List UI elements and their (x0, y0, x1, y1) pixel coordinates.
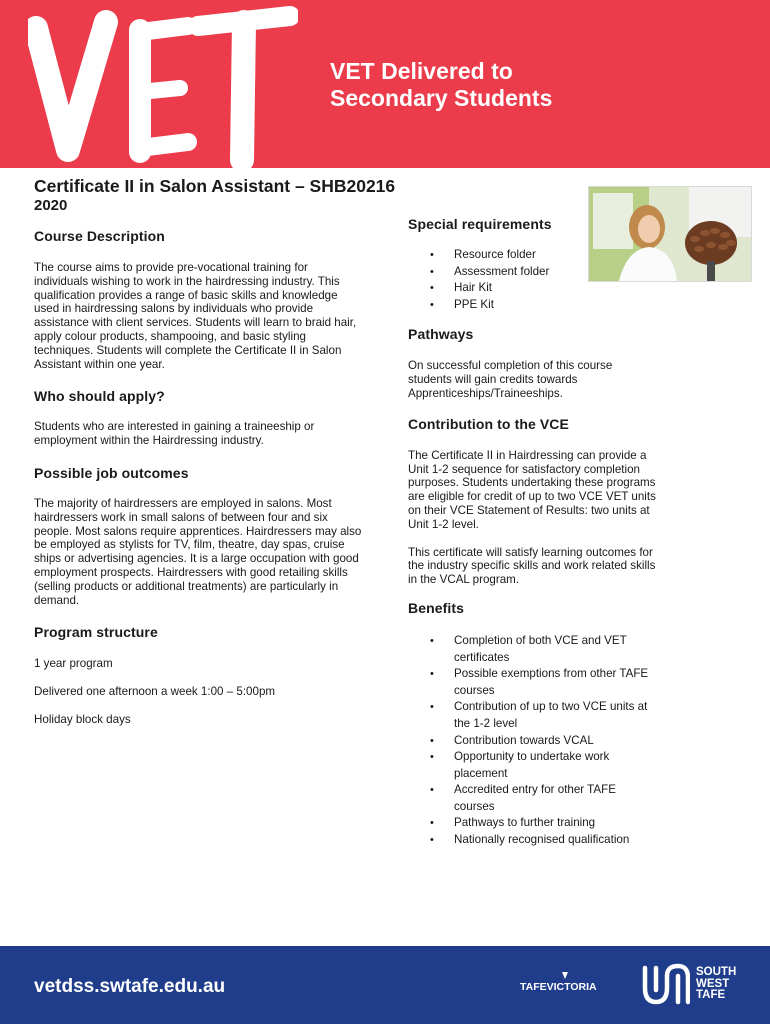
pathways-heading: Pathways (408, 326, 474, 343)
left-column (34, 228, 364, 727)
who-should-apply-text: Students who are interested in gaining a traineeship or employment within the Hairdressing industry. (34, 420, 315, 448)
special-requirements-heading: Special requirements (408, 216, 552, 232)
pathways-text: On successful completion of this course students will gain credits towards Apprenticeships/Traineeships. (408, 359, 613, 400)
header-banner (0, 0, 770, 168)
vce-text-1: The Certificate II in Hairdressing can provide a Unit 1-2 sequence for satisfactory completion purposes. Students undertaking these programs are eligible for credit of up to two VCE VET units on their VCE Statement of Results: two units at Unit 1-2 level. (408, 448, 656, 531)
vce-text-2: This certificate will satisfy learning outcomes for the industry specific skills and work related skills in the VCAL program. (408, 545, 656, 587)
list-item: • Resource folder (408, 247, 658, 264)
sw-line1: SOUTH (696, 966, 737, 978)
footer-website-link[interactable]: vetdss.swtafe.edu.au (34, 976, 226, 997)
list-item: • Opportunity to undertake work placement (408, 749, 658, 782)
list-item: • Hair Kit (408, 280, 658, 297)
header-title (330, 58, 552, 112)
list-item: • PPE Kit (408, 297, 658, 314)
list-item: • Assessment folder (408, 264, 658, 281)
course-description-text: The course aims to provide pre-vocational training for individuals wishing to work in the hairdressing industry. This qualification provides a range of basic skills and knowledge used in hairdressing salons by individuals who provide assistance with client services. Students will learn to braid hair, apply colour products, shampooing, and basic styling techniques. Students will complete the Certificate II in Salon Assistant within one year. (34, 261, 357, 371)
special-requirements-list (408, 247, 658, 313)
south-west-tafe-logo-icon (640, 962, 690, 1008)
list-item: • Contribution of up to two VCE units at the 1-2 level (408, 699, 658, 732)
list-item: • Completion of both VCE and VET certificates (408, 633, 658, 666)
program-structure-line2: Delivered one afternoon a week 1:00 – 5:00pm (34, 685, 276, 699)
south-west-tafe-wordmark (696, 967, 736, 1002)
list-item: • Pathways to further training (408, 815, 658, 832)
program-structure-line3: Holiday block days (34, 712, 131, 726)
right-column (408, 216, 658, 849)
job-outcomes-text: The majority of hairdressers are employed in salons. Most hairdressers work in small salons of between four and six people. Most salons require apprentices. Hairdressers may also be employed as stylists for TV, film, theatre, day spas, cruise ships or advertising agencies. It is a large occupation with good employment prospects. Hairdressers with good retailing skills (selling products or additional treatments) are particularly in demand. (34, 496, 362, 607)
vet-logo (28, 0, 298, 168)
benefits-list (408, 633, 658, 849)
header-title-line1: VET Delivered to (330, 58, 513, 84)
program-structure-heading: Program structure (34, 624, 158, 641)
certificate-year: 2020 (34, 197, 68, 214)
certificate-title: Certificate II in Salon Assistant – SHB20216 (34, 176, 396, 196)
list-item: • Nationally recognised qualification (408, 832, 658, 849)
program-structure-line1: 1 year program (34, 657, 113, 671)
list-item: • Possible exemptions from other TAFE courses (408, 666, 658, 699)
who-should-apply-heading: Who should apply? (34, 388, 165, 405)
svg-text:TAFEVICTORIA: TAFEVICTORIA (520, 981, 597, 993)
benefits-heading: Benefits (408, 599, 465, 616)
list-item: • Contribution towards VCAL (408, 733, 658, 750)
course-description-heading: Course Description (34, 228, 165, 244)
sw-line2: WEST (696, 977, 730, 990)
tafe-victoria-logo (520, 970, 610, 996)
vce-heading: Contribution to the VCE (408, 415, 569, 432)
list-item: • Accredited entry for other TAFE courses (408, 782, 658, 815)
sw-line3: TAFE (696, 989, 726, 1001)
header-title-line2: Secondary Students (330, 85, 553, 111)
job-outcomes-heading: Possible job outcomes (34, 464, 189, 481)
